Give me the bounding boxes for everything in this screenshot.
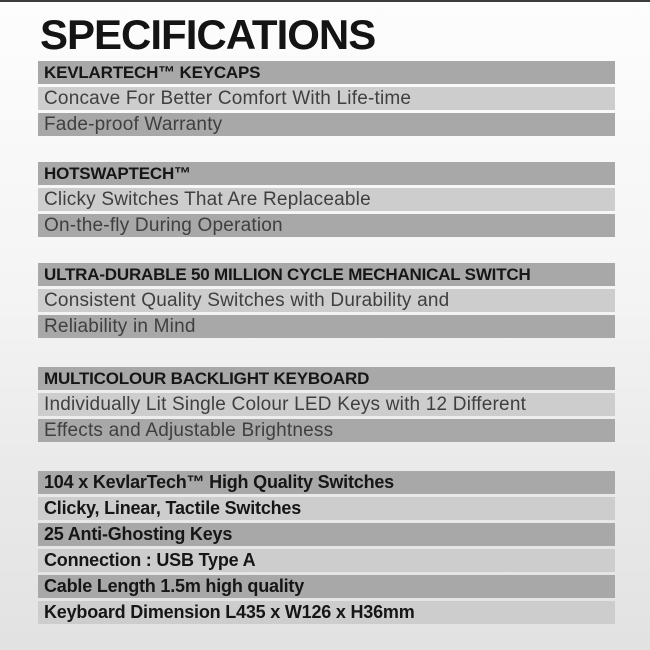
section-line: Concave For Better Comfort With Life-time xyxy=(38,87,615,110)
section-line: Effects and Adjustable Brightness xyxy=(38,419,615,442)
section-header-durability: ULTRA-DURABLE 50 MILLION CYCLE MECHANICAL SWITCH xyxy=(38,263,615,286)
spec-list-row: Cable Length 1.5m high quality xyxy=(38,575,615,598)
section-line: On-the-fly During Operation xyxy=(38,214,615,237)
top-edge-line xyxy=(0,0,650,2)
spec-list-row: Connection : USB Type A xyxy=(38,549,615,572)
section-header-backlight: MULTICOLOUR BACKLIGHT KEYBOARD xyxy=(38,367,615,390)
section-header-keycaps: KEVLARTECH™ KEYCAPS xyxy=(38,61,615,84)
spec-list-row: Keyboard Dimension L435 x W126 x H36mm xyxy=(38,601,615,624)
spec-section-hotswap xyxy=(38,162,615,237)
section-header-hotswap: HOTSWAPTECH™ xyxy=(38,162,615,185)
section-line: Fade-proof Warranty xyxy=(38,113,615,136)
spec-list-row: 25 Anti-Ghosting Keys xyxy=(38,523,615,546)
spec-section-backlight xyxy=(38,367,615,442)
spec-section-durability xyxy=(38,263,615,338)
section-line: Reliability in Mind xyxy=(38,315,615,338)
section-line: Individually Lit Single Colour LED Keys with 12 Different xyxy=(38,393,615,416)
spec-list xyxy=(38,471,615,624)
section-line: Clicky Switches That Are Replaceable xyxy=(38,188,615,211)
spec-list-row: Clicky, Linear, Tactile Switches xyxy=(38,497,615,520)
spec-section-keycaps xyxy=(38,61,615,136)
page-title: SPECIFICATIONS xyxy=(40,11,376,58)
spec-list-row: 104 x KevlarTech™ High Quality Switches xyxy=(38,471,615,494)
section-line: Consistent Quality Switches with Durability and xyxy=(38,289,615,312)
